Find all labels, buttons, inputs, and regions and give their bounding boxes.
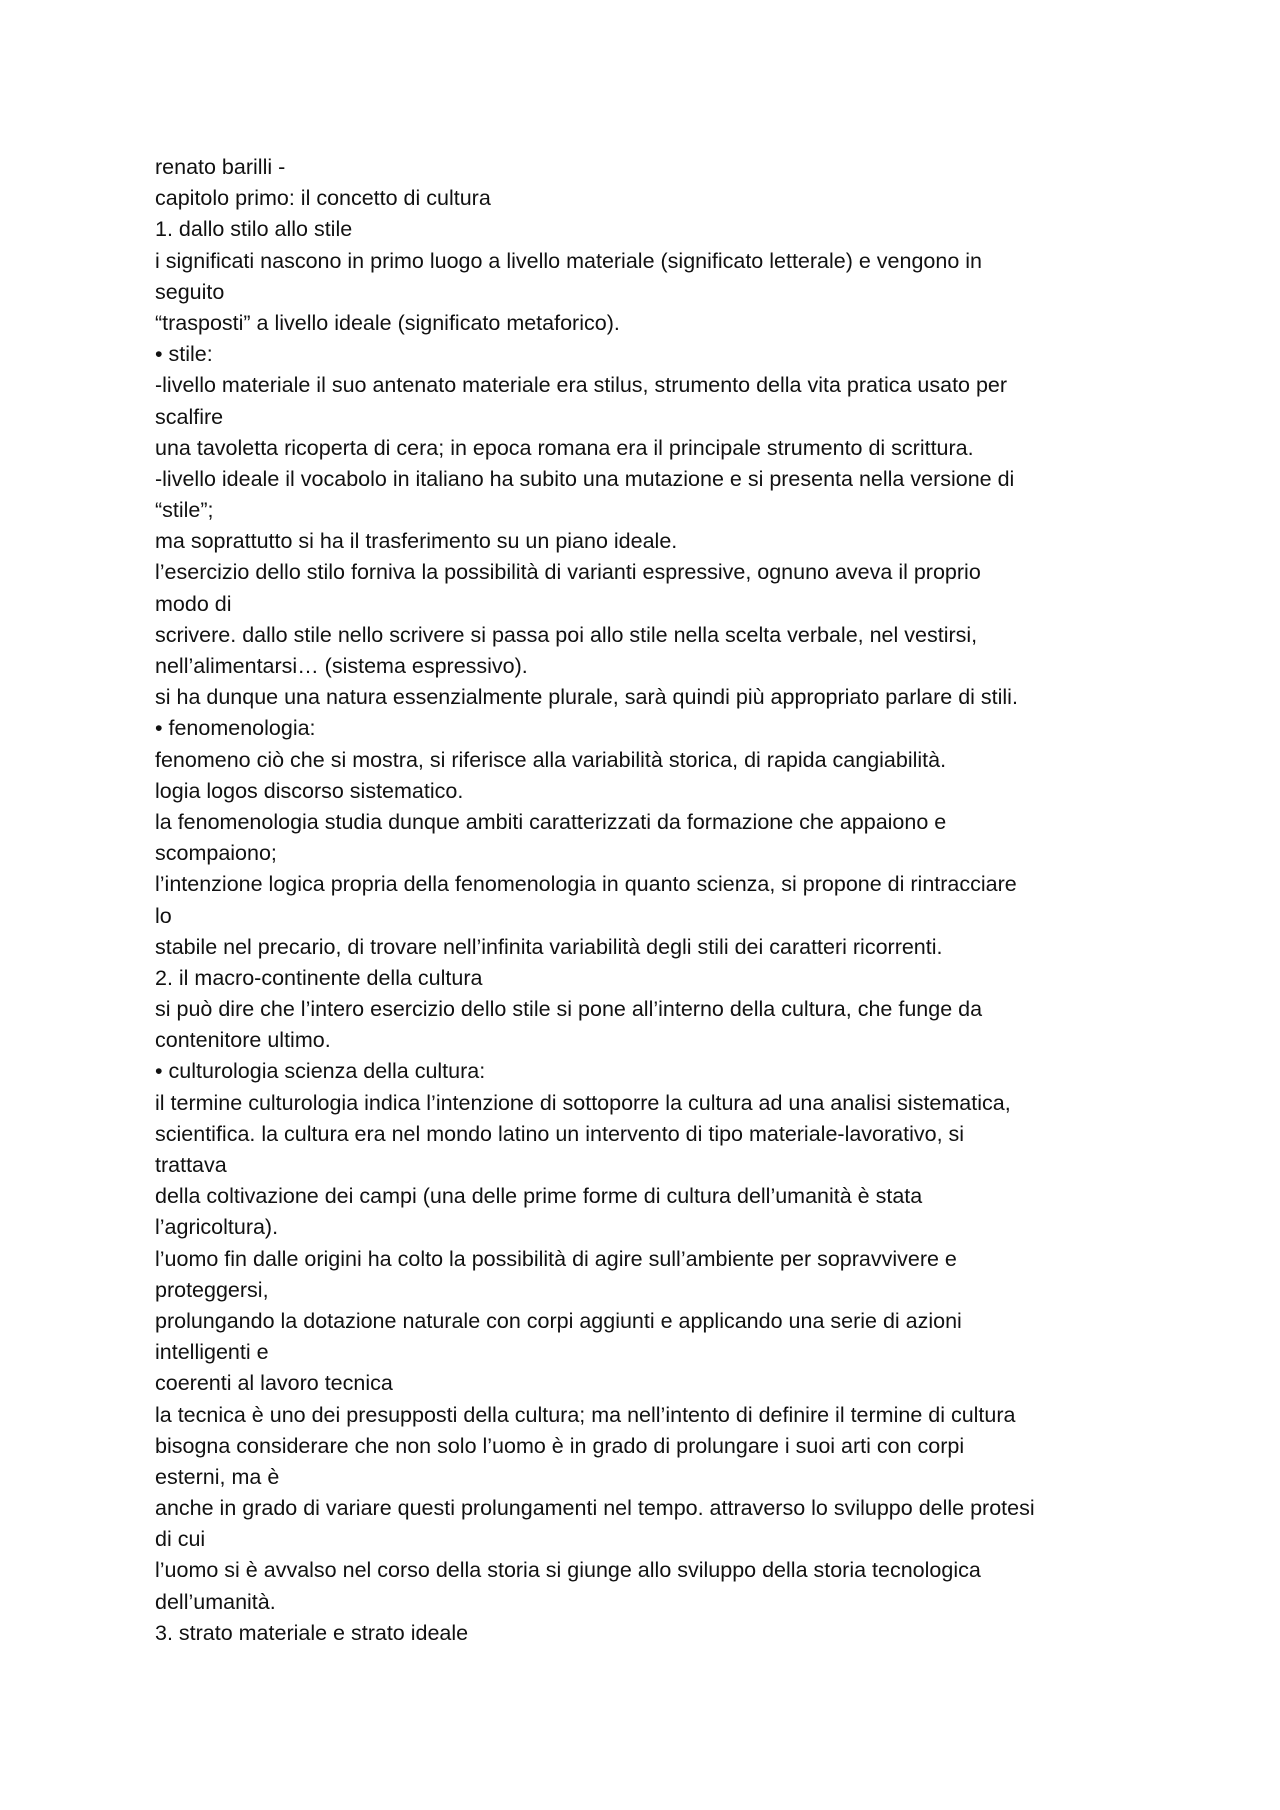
text-line: modo di — [155, 591, 232, 616]
text-line: la tecnica è uno dei presupposti della cultura; ma nell’intento di definire il termine di cultura — [155, 1402, 1016, 1427]
text-line: 2. il macro-continente della cultura — [155, 965, 483, 990]
text-line: intelligenti e — [155, 1340, 269, 1365]
text-line: contenitore ultimo. — [155, 1028, 331, 1053]
text-line: l’uomo si è avvalso nel corso della storia si giunge allo sviluppo della storia tecnologica — [155, 1558, 981, 1583]
text-line: l’agricoltura). — [155, 1215, 279, 1240]
text-line: lo — [155, 903, 172, 928]
text-line: dell’umanità. — [155, 1589, 276, 1614]
text-line: si ha dunque una natura essenzialmente plurale, sarà quindi più appropriato parlare di stili. — [155, 685, 1018, 710]
text-line: l’intenzione logica propria della fenomenologia in quanto scienza, si propone di rintracciare — [155, 872, 1017, 897]
text-line: seguito — [155, 279, 225, 304]
text-line: esterni, ma è — [155, 1464, 280, 1489]
text-line: nell’alimentarsi… (sistema espressivo). — [155, 654, 528, 678]
text-line: bisogna considerare che non solo l’uomo è in grado di prolungare i suoi arti con corpi — [155, 1433, 965, 1458]
text-line: scompaiono; — [155, 841, 277, 866]
text-line: prolungando la dotazione naturale con corpi aggiunti e applicando una serie di azioni — [155, 1308, 962, 1333]
text-line: scalfire — [155, 404, 224, 429]
text-line: della coltivazione dei campi (una delle prime forme di cultura dell’umanità è stata — [155, 1184, 923, 1209]
text-line: anche in grado di variare questi prolungamenti nel tempo. attraverso lo sviluppo delle protesi — [155, 1496, 1035, 1521]
text-line: scrivere. dallo stile nello scrivere si passa poi allo stile nella scelta verbale, nel vestirsi, — [155, 622, 978, 647]
text-line: -livello ideale il vocabolo in italiano ha subito una mutazione e si presenta nella versione di — [155, 466, 1015, 491]
text-line: “stile”; — [155, 498, 214, 523]
text-line: coerenti al lavoro tecnica — [155, 1371, 393, 1396]
text-line: renato barilli - — [155, 155, 286, 179]
text-line: l’esercizio dello stilo forniva la possibilità di varianti espressive, ognuno aveva il proprio — [155, 560, 981, 585]
document-text — [155, 152, 1155, 1649]
text-line: • stile: — [155, 342, 213, 367]
text-line: “trasposti” a livello ideale (significato metaforico). — [155, 310, 620, 335]
text-line: logia logos discorso sistematico. — [155, 778, 464, 803]
text-line: • culturologia scienza della cultura: — [155, 1059, 486, 1084]
text-line: ma soprattutto si ha il trasferimento su un piano ideale. — [155, 529, 678, 554]
text-line: di cui — [155, 1527, 206, 1552]
text-line: il termine culturologia indica l’intenzione di sottoporre la cultura ad una analisi sistematica, — [155, 1090, 1011, 1115]
text-line: • fenomenologia: — [155, 716, 316, 741]
text-line: 3. strato materiale e strato ideale — [155, 1620, 469, 1645]
text-line: -livello materiale il suo antenato materiale era stilus, strumento della vita pratica usato per — [155, 373, 1008, 398]
text-line: scientifica. la cultura era nel mondo latino un intervento di tipo materiale-lavorativo, si — [155, 1121, 965, 1146]
text-line: capitolo primo: il concetto di cultura — [155, 186, 491, 211]
text-line: 1. dallo stilo allo stile — [155, 217, 353, 242]
text-line: la fenomenologia studia dunque ambiti caratterizzati da formazione che appaiono e — [155, 809, 947, 834]
text-line: l’uomo fin dalle origini ha colto la possibilità di agire sull’ambiente per sopravvivere e — [155, 1246, 957, 1271]
text-line: stabile nel precario, di trovare nell’infinita variabilità degli stili dei caratteri ricorrenti. — [155, 934, 943, 959]
text-line: si può dire che l’intero esercizio dello stile si pone all’interno della cultura, che funge da — [155, 997, 983, 1022]
text-line: una tavoletta ricoperta di cera; in epoca romana era il principale strumento di scrittura. — [155, 435, 974, 460]
text-line: i significati nascono in primo luogo a livello materiale (significato letterale) e vengono in — [155, 248, 982, 273]
text-line: fenomeno ciò che si mostra, si riferisce alla variabilità storica, di rapida cangiabilità. — [155, 747, 947, 772]
text-line: trattava — [155, 1153, 227, 1177]
text-line: proteggersi, — [155, 1277, 269, 1302]
